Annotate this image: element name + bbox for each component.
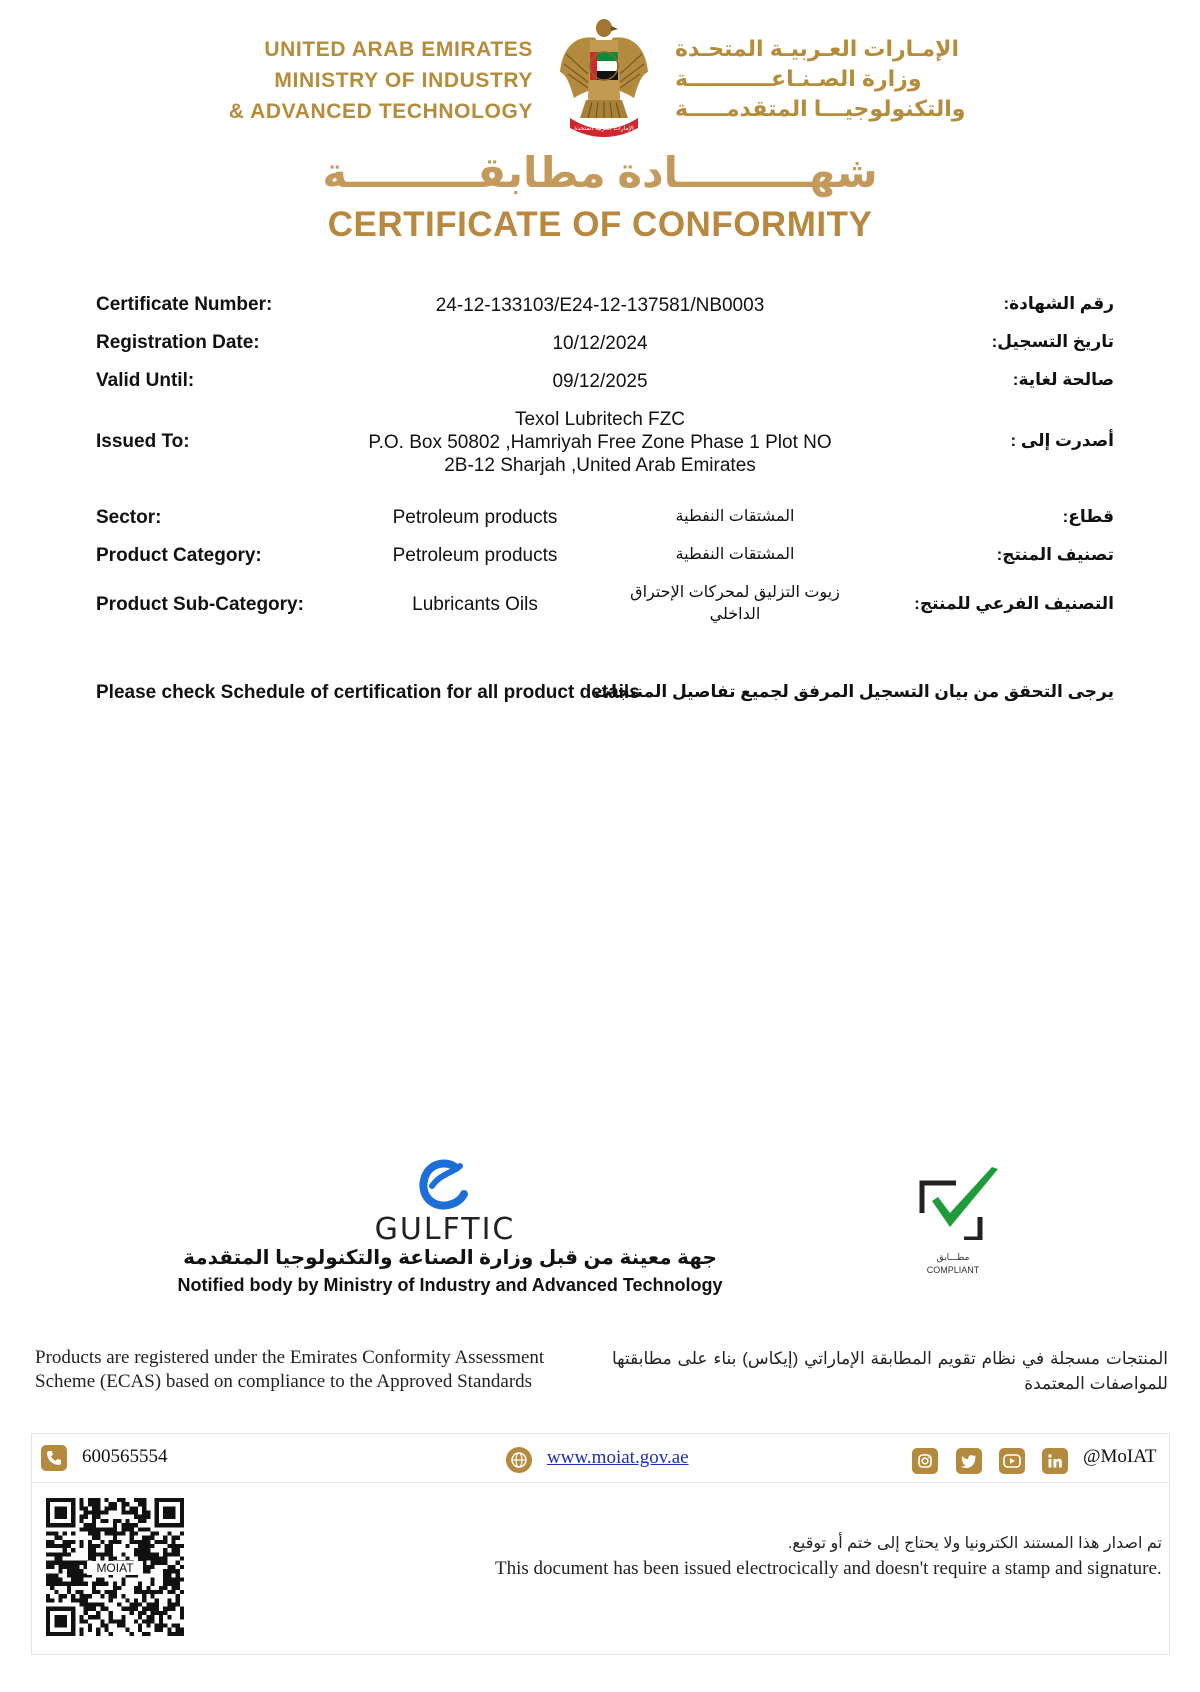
issued-to-line-3: 2B-12 Sharjah ,United Arab Emirates [444, 455, 756, 476]
header-en-line-3: & ADVANCED TECHNOLOGY [228, 100, 533, 123]
product-sub-category-label-ar: التصنيف الفرعي للمنتج: [914, 594, 1114, 613]
social-handle[interactable]: @MoIAT [1083, 1446, 1157, 1467]
qr-label: MOIAT [87, 1561, 143, 1575]
product-sub-category-ar-line-1: زيوت التزليق لمحركات الإحتراق [630, 584, 840, 601]
certificate-number-label-ar: رقم الشهادة: [1003, 294, 1114, 313]
gulftic-e-logo-icon [414, 1158, 474, 1213]
issued-to-line-2: P.O. Box 50802 ,Hamriyah Free Zone Phase 1 Plot NO [368, 432, 832, 453]
compliant-label-en: COMPLIANT [926, 1265, 980, 1275]
product-category-label-ar: تصنيف المنتج: [996, 545, 1114, 564]
notified-body-ar: جهة معينة من قبل وزارة الصناعة والتكنولوجيا المتقدمة [183, 1247, 717, 1269]
twitter-icon[interactable] [956, 1448, 982, 1474]
product-sub-category-value: Lubricants Oils [412, 594, 538, 615]
registration-date-label: Registration Date: [96, 332, 260, 353]
issued-to-line-1: Texol Lubritech FZC [514, 409, 685, 430]
globe-icon [506, 1447, 532, 1473]
header-ar-line-2: وزارة الصـنـاعـــــــــــة [675, 66, 922, 91]
product-category-label: Product Category: [96, 545, 262, 566]
sector-value-ar: المشتقات النفطية [675, 508, 795, 525]
notified-body-en: Notified body by Ministry of Industry and Advanced Technology [177, 1275, 723, 1295]
issued-to-label-ar: أصدرت إلى : [1010, 431, 1114, 450]
linkedin-icon[interactable] [1042, 1448, 1068, 1474]
uae-falcon-emblem-icon [556, 14, 652, 140]
header-ar-line-1: الإمـارات العـربيـة المتحـدة [675, 36, 959, 61]
compliant-checkmark-icon [918, 1165, 1002, 1240]
compliant-label-ar: مطـــابق [936, 1252, 970, 1262]
valid-until-label-ar: صالحة لغاية: [1012, 370, 1114, 389]
registration-date-label-ar: تاريخ التسجيل: [991, 332, 1114, 351]
header-ar-line-3: والتكنولوجيـــا المتقدمـــــة [675, 96, 966, 121]
header-en-line-2: MINISTRY OF INDUSTRY [274, 69, 533, 92]
instagram-icon[interactable] [912, 1448, 938, 1474]
emblem-banner-text: الإمارات العربية المتحدة [574, 125, 634, 132]
certificate-number-value: 24-12-133103/E24-12-137581/NB0003 [435, 295, 765, 316]
sector-label: Sector: [96, 507, 162, 528]
footer-divider [31, 1482, 1170, 1483]
schedule-notice-en: Please check Schedule of certification for all product details [96, 682, 640, 703]
schedule-notice-ar: يرجى التحقق من بيان التسجيل المرفق لجميع تفاصيل المنتجات [594, 682, 1114, 701]
phone-number[interactable]: 600565554 [82, 1446, 168, 1467]
electronic-issue-ar: تم اصدار هذا المستند الكترونيا ولا يحتاج إلى ختم أو توقيع. [787, 1535, 1162, 1552]
registration-date-value: 10/12/2024 [552, 333, 648, 354]
electronic-issue-en: This document has been issued electrocically and doesn't require a stamp and signature. [495, 1558, 1162, 1579]
product-category-value: Petroleum products [392, 545, 558, 566]
product-sub-category-ar-line-2: الداخلي [709, 606, 761, 623]
phone-icon [41, 1445, 67, 1471]
gulftic-name: GULFTIC [374, 1212, 516, 1247]
issued-to-address [300, 408, 900, 477]
issued-to-label: Issued To: [96, 431, 190, 452]
valid-until-label: Valid Until: [96, 370, 195, 391]
header-en-line-1: UNITED ARAB EMIRATES [264, 38, 533, 61]
product-sub-category-value-ar [600, 582, 870, 626]
title-en: CERTIFICATE OF CONFORMITY [327, 205, 873, 244]
sector-value: Petroleum products [392, 507, 558, 528]
ecas-statement-en: Products are registered under the Emirates Conformity Assessment Scheme (ECAS) based on compliance to the Approved Standards [35, 1347, 545, 1392]
sector-label-ar: قطاع: [1062, 507, 1114, 526]
youtube-icon[interactable] [999, 1448, 1025, 1474]
product-sub-category-label: Product Sub-Category: [96, 594, 304, 615]
website-link[interactable]: www.moiat.gov.ae [547, 1447, 689, 1468]
valid-until-value: 09/12/2025 [552, 371, 648, 392]
title-ar: شهـــــــــادة مطابقـــــــــة [322, 149, 878, 196]
certificate-number-label: Certificate Number: [96, 294, 273, 315]
header-en [113, 34, 533, 127]
ecas-statement-ar: المنتجات مسجلة في نظام تقويم المطابقة الإماراتي (إيكاس) بناء على مطابقتها للمواصفات المعتمدة [612, 1349, 1168, 1393]
header-ar [675, 34, 995, 124]
product-category-value-ar: المشتقات النفطية [675, 546, 795, 563]
